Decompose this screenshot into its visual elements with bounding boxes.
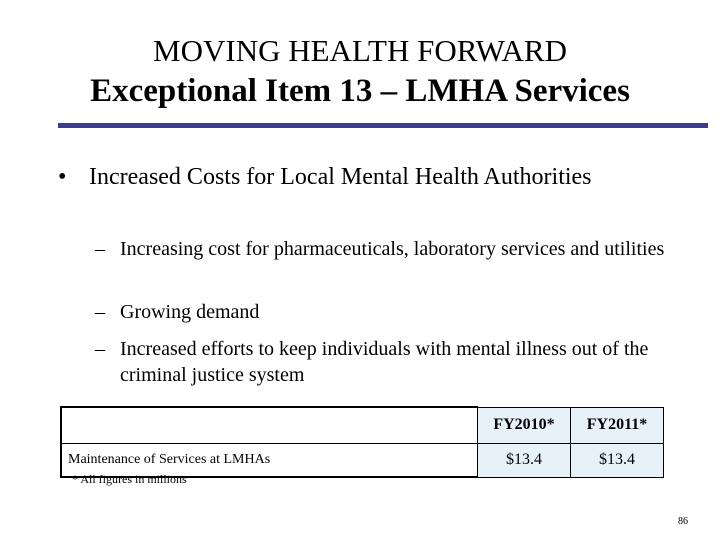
dash-icon: – <box>95 301 105 323</box>
main-bullet-text: Increased Costs for Local Mental Health Authorities <box>89 164 592 190</box>
table-header-blank <box>61 407 478 444</box>
table-cell-fy2010: $13.4 <box>478 444 571 478</box>
funding-table <box>60 406 664 478</box>
table-header-fy2011: FY2011* <box>571 407 664 444</box>
title-divider <box>58 123 708 128</box>
table-cell-fy2011: $13.4 <box>571 444 664 478</box>
table-row-label: Maintenance of Services at LMHAs <box>61 444 478 478</box>
slide-title: Exceptional Item 13 – LMHA Services <box>90 73 630 109</box>
sub-bullet-text: Growing demand <box>120 301 260 323</box>
bullet-icon: • <box>58 164 67 190</box>
dash-icon: – <box>95 238 105 260</box>
sub-bullet-text: Increasing cost for pharmaceuticals, laboratory services and utilities <box>120 238 665 260</box>
slide-heading-top: MOVING HEALTH FORWARD <box>153 33 567 68</box>
sub-bullet-text: Increased efforts to keep individuals with mental illness out of the criminal justice system <box>120 338 649 386</box>
page-number: 86 <box>678 516 688 527</box>
table-header-row <box>61 407 664 444</box>
footnote: * All figures in millions <box>72 472 187 486</box>
dash-icon: – <box>95 338 105 360</box>
table-header-fy2010: FY2010* <box>478 407 571 444</box>
